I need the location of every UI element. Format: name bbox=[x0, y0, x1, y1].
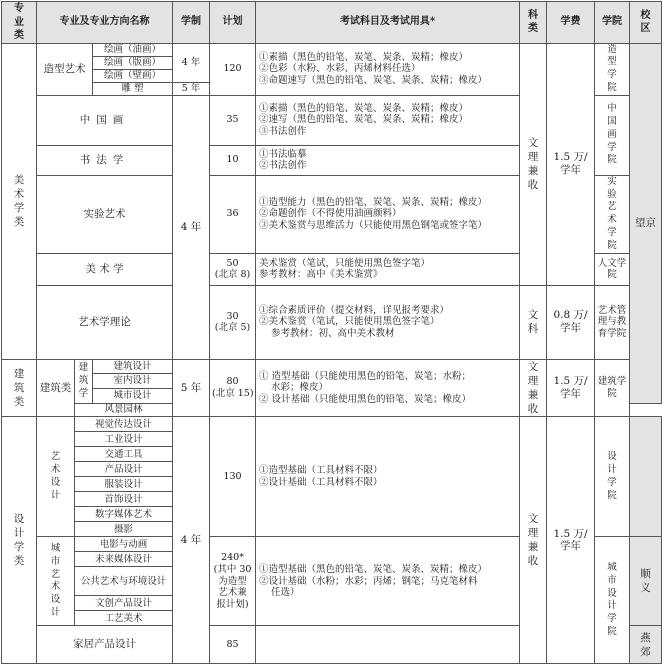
header-duration: 学制 bbox=[173, 2, 210, 44]
architecture-plan: 80 (北京 15) bbox=[210, 359, 256, 417]
fine-arts-subject: 文理兼收 bbox=[520, 43, 547, 285]
painting-mural: 绘画（壁画） bbox=[93, 69, 173, 82]
design-fee: 1.5 万/学年 bbox=[547, 417, 595, 664]
campus-wangjing: 望京 bbox=[630, 43, 662, 403]
design-college: 设计学院 bbox=[595, 417, 630, 537]
public-art-environment-design: 公共艺术与环境设计 bbox=[75, 567, 173, 596]
table-row bbox=[2, 43, 662, 56]
art-design-name: 艺术设计 bbox=[37, 417, 75, 537]
fashion-design: 服装设计 bbox=[75, 477, 173, 492]
experimental-art-exam: ①造型能力（黑色的铅笔、炭笔、炭条、炭精；橡皮） ②命题创作（不得使用油画颜料） ③美术鉴赏与思维活力（只能使用黑色钢笔或签字笔） bbox=[256, 175, 520, 253]
art-theory-plan: 30 (北京 5) bbox=[210, 285, 256, 359]
modeling-plan: 120 bbox=[210, 43, 256, 95]
calligraphy-exam: ①书法临摹 ②书法创作 bbox=[256, 145, 520, 175]
design-duration: 4 年 bbox=[173, 417, 210, 664]
calligraphy-name: 书法学 bbox=[37, 145, 173, 175]
home-product-plan: 85 bbox=[210, 626, 256, 664]
film-animation: 电影与动画 bbox=[75, 537, 173, 552]
painting-oil: 绘画（油画） bbox=[93, 43, 173, 56]
cultural-creative-product-design: 文创产品设计 bbox=[75, 596, 173, 611]
art-design-plan: 130 bbox=[210, 417, 256, 537]
design-subject: 文理兼收 bbox=[520, 417, 547, 664]
art-theory-exam: ①综合素质评价（提交材料，详见报考要求） ②美术鉴赏（笔试，只能使用黑色签字笔） 参考教材：初、高中美术教材 bbox=[256, 285, 520, 359]
future-media-design: 未来媒体设计 bbox=[75, 552, 173, 567]
fine-arts-fee: 1.5 万/学年 bbox=[547, 43, 595, 285]
art-theory-fee: 0.8 万/学年 bbox=[547, 285, 595, 359]
home-product-exam bbox=[256, 626, 520, 664]
admission-table bbox=[1, 1, 662, 664]
architecture-exam: ① 造型基础（只能使用黑色的铅笔、炭笔；水粉； 水彩；橡皮） ② 设计基础（只能使用黑色的铅笔、炭笔；橡皮） bbox=[256, 359, 520, 417]
modeling-duration: 4 年 bbox=[173, 43, 210, 82]
interior-design: 室内设计 bbox=[93, 374, 173, 389]
jewelry-design: 首饰设计 bbox=[75, 492, 173, 507]
experimental-art-college: 实验艺术学院 bbox=[595, 175, 630, 253]
table-row bbox=[2, 285, 662, 359]
chinese-painting-exam: ①素描（黑色的铅笔、炭笔、炭条、炭精；橡皮） ②速写（黑色的铅笔、炭笔、炭条、炭精；橡皮） ③书法创作 bbox=[256, 95, 520, 145]
fine-arts-category: 美术学类 bbox=[2, 43, 37, 359]
landscape-architecture: 风景园林 bbox=[75, 403, 173, 417]
header-row bbox=[2, 2, 662, 44]
urban-art-design-name: 城市艺术设计 bbox=[37, 537, 75, 626]
industrial-design: 工业设计 bbox=[75, 432, 173, 447]
header-plan: 计划 bbox=[210, 2, 256, 44]
header-exam: 考试科目及考试用具* bbox=[256, 2, 520, 44]
modeling-arts-name: 造型艺术 bbox=[37, 43, 93, 95]
architecture-subject: 文理兼收 bbox=[520, 359, 547, 417]
architecture-design: 建筑设计 bbox=[93, 359, 173, 374]
architecture-college: 建筑学院 bbox=[595, 359, 630, 417]
experimental-art-name: 实验艺术 bbox=[37, 175, 173, 253]
fine-arts-duration: 4 年 bbox=[173, 95, 210, 359]
modeling-exam: ①素描（黑色的铅笔、炭笔、炭条、炭精；橡皮） ②色彩（水粉、水彩、丙烯材料任选） ③命题速写（黑色的铅笔、炭笔、炭条、炭精；橡皮） bbox=[256, 43, 520, 95]
architecture-name: 建筑类 bbox=[37, 359, 75, 417]
visual-communication: 视觉传达设计 bbox=[75, 417, 173, 432]
fine-art-theory-name: 美 术 学 bbox=[37, 253, 173, 285]
art-design-exam: ①造型基础（工具材料不限） ②设计基础（工具材料不限） bbox=[256, 417, 520, 537]
header-subject: 科类 bbox=[520, 2, 547, 44]
chinese-painting-college: 中国画学院 bbox=[595, 95, 630, 175]
header-campus: 校区 bbox=[630, 2, 662, 44]
digital-media-art: 数字媒体艺术 bbox=[75, 507, 173, 522]
urban-design-exam: ①造型基础（黑色的铅笔、炭笔、炭条、炭精；橡皮） ②设计基础（水粉；水彩；丙烯；钢笔；马克笔材料 任选） bbox=[256, 537, 520, 626]
art-theory-college: 艺术管理与教育学院 bbox=[595, 285, 630, 359]
chinese-painting-plan: 35 bbox=[210, 95, 256, 145]
architecture-category: 建筑类 bbox=[2, 359, 37, 417]
painting-print: 绘画（版画） bbox=[93, 56, 173, 69]
fine-art-theory-plan: 50 (北京 8) bbox=[210, 253, 256, 285]
architecture-duration: 5 年 bbox=[173, 359, 210, 417]
calligraphy-plan: 10 bbox=[210, 145, 256, 175]
humanities-college: 人文学院 bbox=[595, 253, 630, 285]
header-fee: 学费 bbox=[547, 2, 595, 44]
sculpture-duration: 5 年 bbox=[173, 82, 210, 95]
arts-and-crafts: 工艺美术 bbox=[75, 611, 173, 626]
header-college: 学院 bbox=[595, 2, 630, 44]
design-category: 设计学类 bbox=[2, 417, 37, 664]
art-theory-name: 艺术学理论 bbox=[37, 285, 173, 359]
experimental-art-plan: 36 bbox=[210, 175, 256, 253]
urban-design-college: 城市设计学院 bbox=[595, 537, 630, 664]
header-category: 专业类 bbox=[2, 2, 37, 44]
photography: 摄影 bbox=[75, 522, 173, 537]
home-product-design: 家居产品设计 bbox=[37, 626, 173, 664]
table-row bbox=[2, 417, 662, 432]
campus-yanjiao: 燕郊 bbox=[630, 626, 662, 664]
architecture-sub-label: 建筑学 bbox=[75, 359, 93, 403]
art-theory-subject: 文科 bbox=[520, 285, 547, 359]
header-name: 专业及专业方向名称 bbox=[37, 2, 173, 44]
campus-blank bbox=[630, 417, 662, 537]
product-design: 产品设计 bbox=[75, 462, 173, 477]
urban-design: 城市设计 bbox=[93, 388, 173, 403]
urban-design-plan: 240* (其中 30 为造型 艺术兼 报计划) bbox=[210, 537, 256, 626]
table-row bbox=[2, 359, 662, 374]
architecture-fee: 1.5 万/学年 bbox=[547, 359, 595, 417]
modeling-college: 造型学院 bbox=[595, 43, 630, 95]
campus-shunyi: 顺义 bbox=[630, 537, 662, 626]
fine-art-theory-exam: 美术鉴赏（笔试，只能使用黑色签字笔） 参考教材：高中《美术鉴赏》 bbox=[256, 253, 520, 285]
vehicle-design: 交通工具 bbox=[75, 447, 173, 462]
sculpture: 雕 塑 bbox=[93, 82, 173, 95]
chinese-painting-name: 中国画 bbox=[37, 95, 173, 145]
